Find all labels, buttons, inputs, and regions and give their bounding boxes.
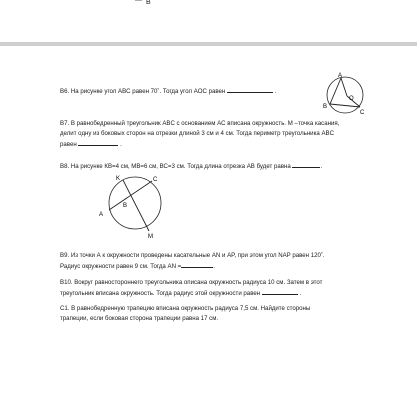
figure-b8-label-m: M [148, 234, 153, 240]
answer-blank-b6[interactable] [227, 86, 273, 93]
task-c1-line2: трапеции, если боковая сторона трапеции равна 17 см. [60, 315, 219, 322]
figure-b6-label-a: A [338, 73, 343, 79]
previous-page-fragment [0, 0, 417, 42]
figure-b6-side-bc [330, 104, 360, 107]
answer-blank-b7[interactable] [78, 139, 118, 146]
task-b9-line2: Радиус окружности равен 9 см. Тогда AN = [60, 263, 182, 270]
figure-b8-label-a: A [99, 212, 104, 218]
task-b7: В7. В равнобедренный треугольник ABC с основанием AC вписана окружность. М –точка касания, делит одну из боковых сторон на отрезки длиной 3 см и 4 см. Тогда периметр треугольника ABC равен . [60, 119, 390, 150]
task-b6: В6. На рисунке угол ABC равен 70˚. Тогда угол AOC равен . [60, 88, 277, 95]
answer-blank-b9[interactable] [181, 261, 213, 268]
figure-b6-label-b: B [323, 104, 328, 110]
figure-b8-chords [92, 170, 182, 240]
task-b10-line1: В10. Вокруг равностороннего треугольника описана окружность радиуса 10 см. Затем в этот [60, 279, 323, 286]
figure-b6-radius-oa [341, 78, 347, 96]
task-b10-line2: треугольник вписана окружность. Тогда радиус этой окружности равен [60, 290, 261, 297]
task-c1-line1: С1. В равнобедренную трапецию вписана окружность радиуса 7,5 см. Найдите стороны [60, 305, 311, 312]
figure-b6-side-ba [330, 78, 341, 104]
task-c1 [60, 304, 390, 324]
task-b8: В8. На рисунке КВ=4 см, МВ=6 см, ВС=3 см. Тогда длина отрезка АВ будет равна . [60, 163, 323, 170]
figure-b6-label-o: O [349, 96, 354, 102]
figure-b8-label-k: K [116, 176, 121, 182]
task-b9-line1: В9. Из точки А к окружности проведены касательные AN и AP, при этом угол NAP равен 120˚. [60, 252, 325, 259]
page-divider [0, 42, 417, 46]
figure-b8-label-c: C [153, 177, 158, 183]
task-b7-line1: В7. В равнобедренный треугольник ABC с основанием AC вписана окружность. М –точка касания, [60, 120, 340, 127]
task-b9: В9. Из точки А к окружности проведены касательные AN и AP, при этом угол NAP равен 120˚. Радиус окружности равен 9 см. Тогда AN = . [60, 251, 390, 272]
previous-figure-fragment [0, 0, 417, 42]
figure-b6-circle [327, 77, 363, 113]
task-b8-text: В8. На рисунке КВ=4 см, МВ=6 см, ВС=3 см. Тогда длина отрезка АВ будет равна [60, 163, 291, 170]
answer-blank-b10[interactable] [262, 288, 298, 295]
task-b6-text: В6. На рисунке угол ABC равен 70˚. Тогда угол AOC равен [60, 88, 226, 95]
figure-b8-label-b: B [123, 203, 128, 209]
answer-blank-b8[interactable] [292, 161, 320, 168]
task-b7-line2: делит одну из боковых сторон на отрезки длиной 3 см и 4 см. Тогда периметр треугольника ABC [60, 130, 334, 137]
previous-figure-label: B [146, 0, 151, 6]
task-b10: В10. Вокруг равностороннего треугольника описана окружность радиуса 10 см. Затем в этот треугольник вписана окружность. Тогда радиус этой окружности равен . [60, 278, 390, 299]
figure-b6-label-c: C [360, 110, 365, 116]
task-b7-line3: равен [60, 141, 77, 148]
